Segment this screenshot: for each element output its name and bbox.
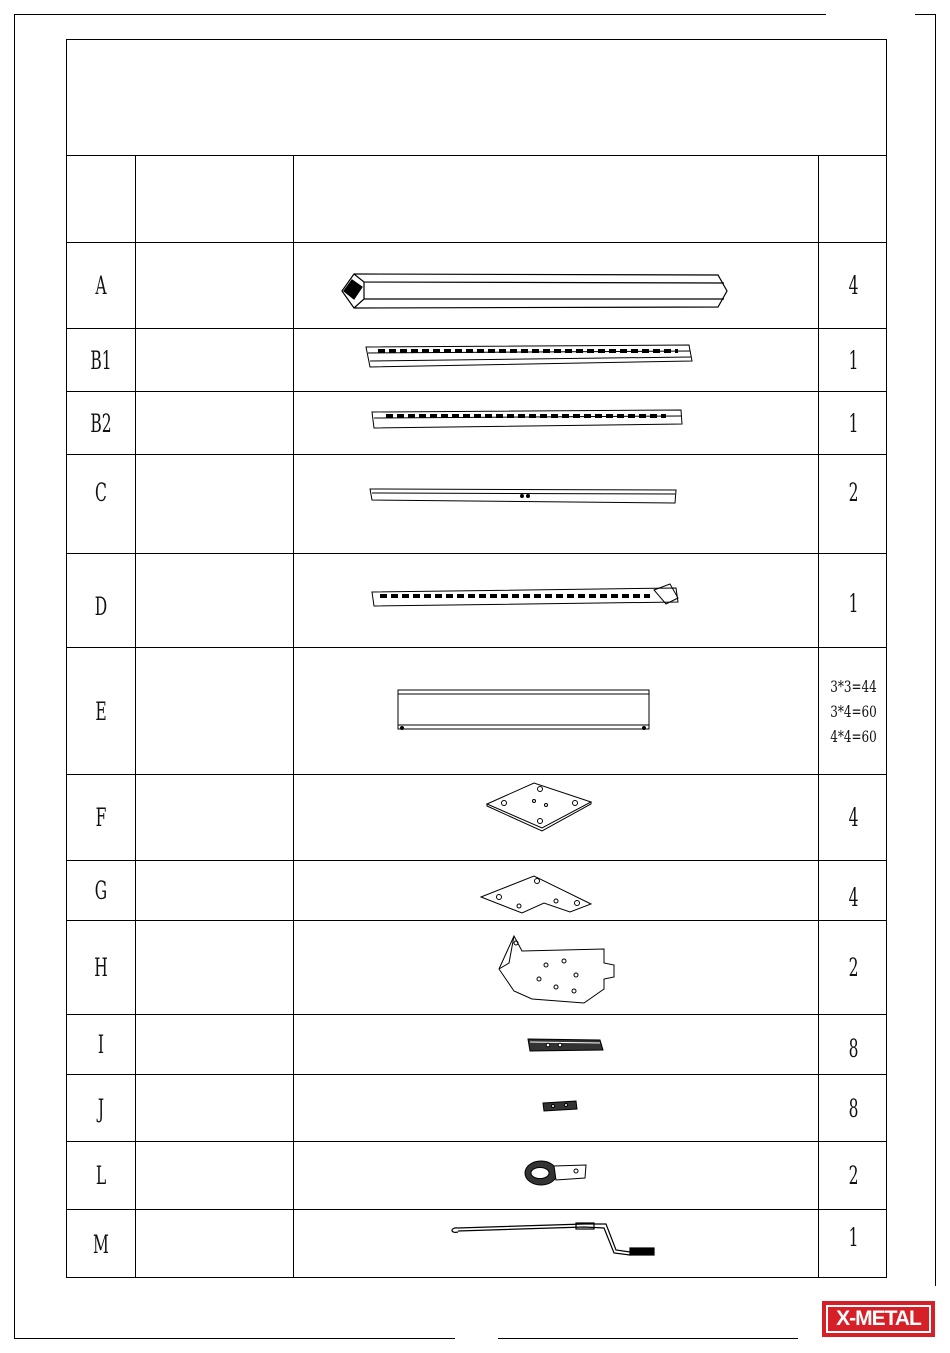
part-label: C	[95, 477, 107, 507]
part-quantity: 4	[848, 271, 859, 300]
part-quantity	[828, 648, 880, 774]
part-quantity: 2	[848, 953, 859, 982]
parts-table	[66, 39, 887, 1278]
part-label: H	[94, 953, 108, 982]
corner-plate-icon	[294, 861, 818, 920]
square-plate-icon	[294, 775, 818, 860]
part-label: L	[95, 1161, 107, 1190]
connector-bar-icon	[294, 1015, 818, 1074]
part-label: B2	[90, 408, 112, 438]
part-quantity: 8	[848, 1033, 859, 1063]
row-divider	[67, 155, 886, 156]
logo-text: X-METAL	[826, 1305, 931, 1333]
frame-bottom-line	[14, 1338, 455, 1339]
bent-bracket-icon	[294, 921, 818, 1014]
part-quantity: 1	[848, 408, 859, 438]
part-label: G	[94, 876, 108, 905]
part-label: E	[95, 696, 107, 726]
part-quantity: 8	[848, 1093, 859, 1123]
slotted-rail-icon	[294, 329, 818, 391]
frame-top-line	[14, 14, 826, 15]
part-label: J	[97, 1093, 105, 1123]
channel-rail-icon	[294, 455, 818, 553]
frame-right-line	[935, 14, 936, 1286]
quantity-line: 4*4=60	[830, 726, 877, 746]
part-label: A	[95, 271, 107, 300]
panel-strip-icon	[294, 648, 818, 774]
crank-handle-icon	[294, 1210, 818, 1279]
column-divider	[135, 155, 136, 1277]
quantity-line: 3*3=44	[830, 676, 877, 696]
square-tube-icon	[294, 243, 818, 328]
column-divider	[818, 155, 819, 1277]
part-label: F	[95, 803, 107, 832]
part-quantity: 4	[848, 882, 859, 912]
part-quantity: 1	[848, 1223, 859, 1252]
part-label: I	[97, 1030, 105, 1059]
x-metal-logo	[822, 1301, 935, 1337]
part-quantity: 1	[848, 588, 859, 618]
part-quantity: 2	[848, 1161, 859, 1190]
part-label: M	[93, 1230, 109, 1259]
frame-top-right-line	[915, 14, 936, 15]
eye-plate-icon	[294, 1142, 818, 1209]
slotted-rail-with-bracket-icon	[294, 554, 818, 647]
part-label: D	[94, 591, 108, 621]
quantity-line: 3*4=60	[830, 701, 877, 721]
part-quantity: 2	[848, 477, 859, 507]
part-quantity: 4	[848, 803, 859, 832]
small-connector-icon	[294, 1075, 818, 1141]
part-label: B1	[90, 345, 112, 375]
frame-bottom-line-2	[498, 1338, 798, 1339]
part-quantity: 1	[848, 345, 859, 375]
frame-left-line	[14, 14, 15, 1339]
slotted-rail-icon	[294, 392, 818, 454]
